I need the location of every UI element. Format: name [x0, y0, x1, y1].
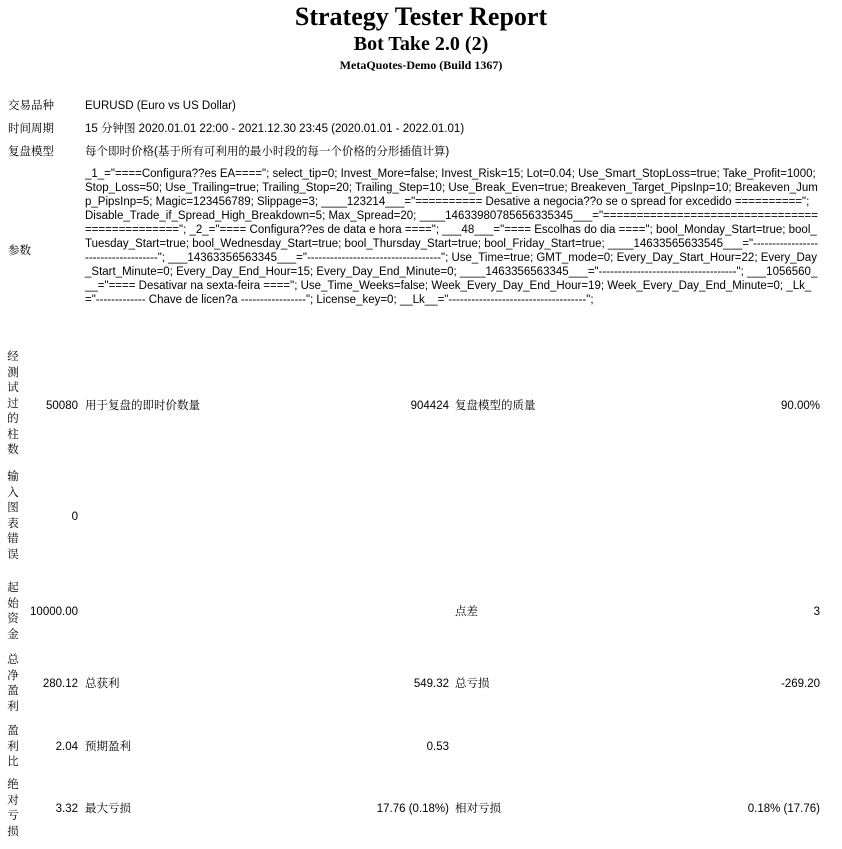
gross-loss-label: 总亏损: [455, 678, 490, 690]
initial-deposit-label: 起 始 资 金: [7, 582, 19, 641]
model-value: 每个即时价格(基于所有可利用的最小时段的每一个价格的分形插值计算): [85, 146, 450, 158]
symbol-value: EURUSD (Euro vs US Dollar): [85, 100, 236, 112]
chart-errors-label: 输 入 图 表 错 误: [7, 471, 19, 561]
model-label: 复盘模型: [8, 146, 54, 158]
profit-factor-label: 盈 利 比: [7, 725, 19, 768]
report-subtitle: Bot Take 2.0 (2): [353, 33, 489, 55]
absolute-drawdown-label: 绝 对 亏 损: [7, 779, 19, 838]
model-quality-label: 复盘模型的质量: [455, 400, 536, 412]
period-label: 时间周期: [8, 123, 54, 135]
report-build: MetaQuotes-Demo (Build 1367): [339, 58, 503, 72]
expected-payoff-label: 预期盈利: [85, 741, 131, 753]
chart-errors-value: 0: [71, 511, 78, 523]
net-profit-label: 总 净 盈 利: [7, 654, 19, 713]
profit-factor-value: 2.04: [55, 741, 78, 753]
relative-drawdown-label: 相对亏损: [455, 803, 501, 815]
symbol-label: 交易品种: [8, 100, 54, 112]
gross-profit-label: 总获利: [85, 678, 120, 690]
period-value: 15 分钟图 2020.01.01 22:00 - 2021.12.30 23:45 (2020.01.01 - 2022.01.01): [85, 123, 465, 135]
params-label: 参数: [8, 245, 31, 257]
initial-deposit-value: 10000.00: [30, 606, 78, 618]
ticks-modelled-value: 904424: [410, 400, 449, 412]
relative-drawdown-value: 0.18% (17.76): [747, 803, 820, 815]
gross-loss-value: -269.20: [780, 678, 820, 690]
bars-tested-label: 经 测 试 过 的 柱 数: [7, 351, 19, 456]
bars-tested-value: 50080: [46, 400, 78, 412]
maximal-drawdown-label: 最大亏损: [85, 803, 131, 815]
model-quality-value: 90.00%: [780, 400, 820, 412]
net-profit-value: 280.12: [42, 678, 78, 690]
params-value: _1_="====Configura??es EA===="; select_tip=0; Invest_More=false; Invest_Risk=15; Lot=0.04; Use_Smart_StopLoss=true; Take_Profit=1000; Stop_Loss=50; Use_Trailing=true; Trailing_Stop=20; Trailing_Step=10; Use_Break_Even=true; Breakeven_Target_PipsInp=10; Breakeven_Jump_PipsInp=5; Magic=123456789; Slippage=3; ____123214___="========== Desative a negocia??o se o spread for excedido =========="; Disable_Trade_if_Spread_High_Breakdown=5; Max_Spread=20; ____14633980785656335345___="=============================================="; _2_="==== Configura??es de data e hora ===="; ___48___="==== Escolhas do dia ===="; bool_Monday_Start=true; bool_Tuesday_Start=true; bool_Wednesday_Start=true; bool_Thursday_Start=true; bool_Friday_Start=true; ____14633565633545___="------------------------------------"; ___14363356563345___="-----------------------------------"; Use_Time=true; GMT_mode=0; Every_Day_Start_Hour=22; Every_Day_Start_Minute=0; Every_Day_End_Hour=15; Every_Day_End_Minute=0; ____1463356563345___="------------------------------------"; ___1056560___="==== Desativar na sexta-feira ===="; Use_Time_Weeks=false; Week_Every_Day_End_Hour=19; Week_Every_Day_End_Minute=0; _Lk_="------------- Chave de licen?a -----------------"; License_key=0; __Lk__="------------------------------------";: [85, 168, 819, 306]
gross-profit-value: 549.32: [413, 678, 449, 690]
maximal-drawdown-value: 17.76 (0.18%): [376, 803, 449, 815]
spread-value: 3: [813, 606, 820, 618]
expected-payoff-value: 0.53: [426, 741, 449, 753]
report-title: Strategy Tester Report: [294, 2, 548, 31]
absolute-drawdown-value: 3.32: [55, 803, 78, 815]
spread-label: 点差: [455, 606, 478, 618]
ticks-modelled-label: 用于复盘的即时价数量: [85, 400, 200, 412]
